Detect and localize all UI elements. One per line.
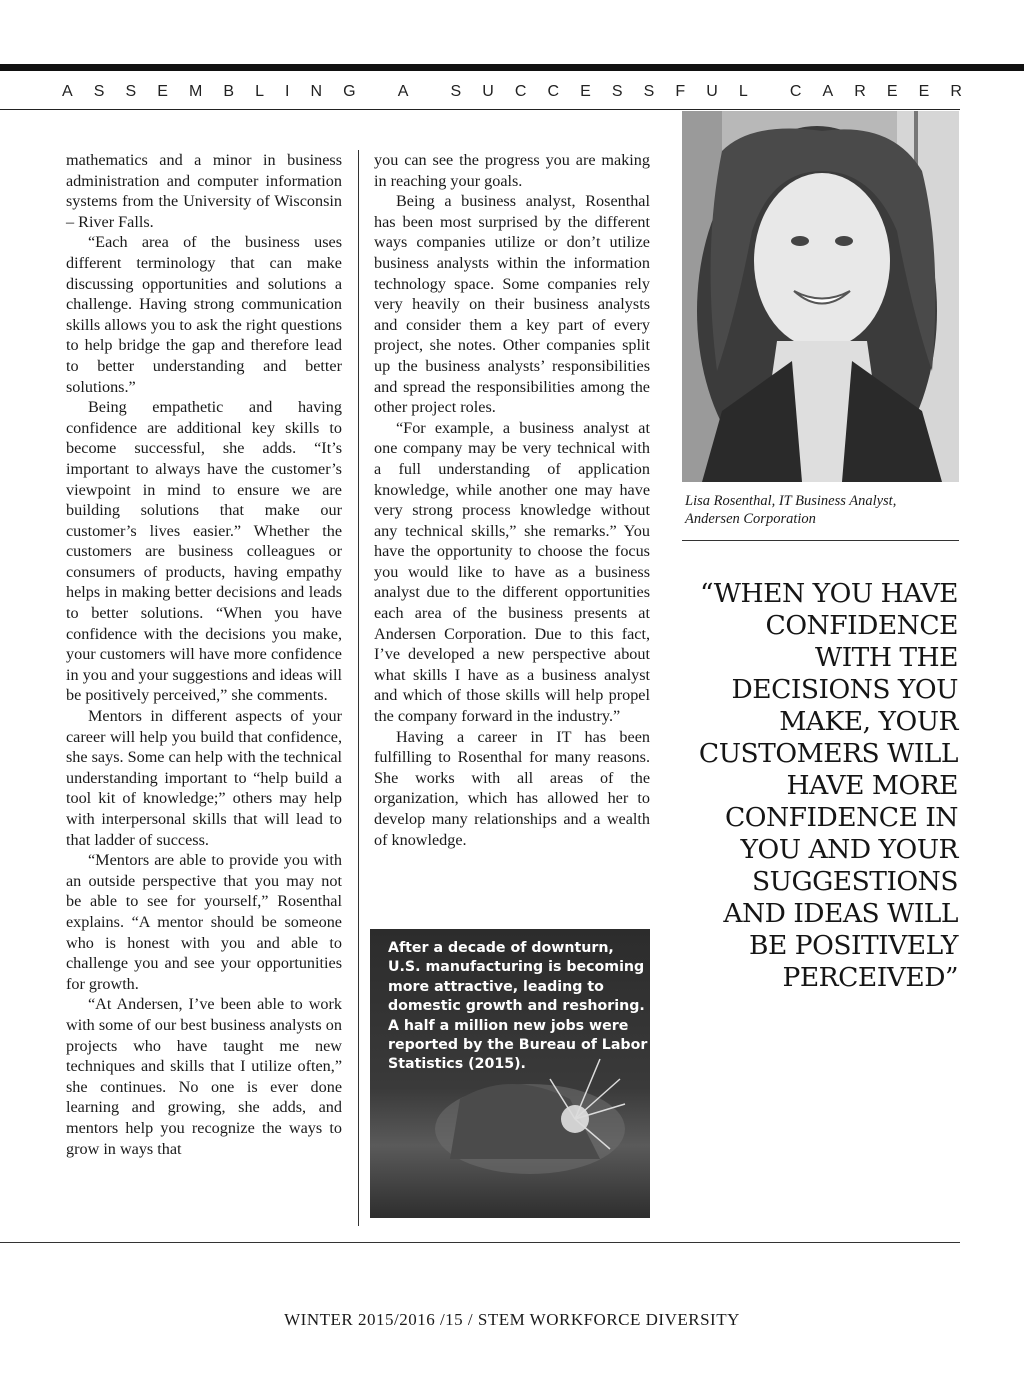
paragraph: Being empathetic and having confidence are additional key skills to become successful, she adds. “It’s important to always have the customer’s viewpoint in mind to ensure we are building solutions that make our customer’s lives easier.” Whether the customers are business colleagues or consumers of products, having empathy helps in making better decisions and leads to better solutions. “When you have confidence with the decisions you make, your customers will have more confidence in you and your suggestions and ideas will be positively perceived,” she comments. — [66, 398, 342, 705]
header-letter: L — [738, 83, 748, 100]
header-letter: U — [482, 83, 494, 100]
header-letter: C — [789, 83, 802, 100]
top-rule-bar — [0, 64, 1024, 71]
fact-box-source — [18, 1176, 280, 1214]
header-letter: L — [255, 83, 264, 100]
header-letter: N — [310, 83, 323, 100]
paragraph: Being a business analyst, Rosenthal has been most surprised by the different ways companies utilize or don’t utilize business analysts within the information technology space. Some companies rely very heavily on their business analysts and consider them a key part of every project, she notes. Other companies split up the business analysts’ responsibilities and spread the responsibilities among the other project roles. — [374, 192, 650, 417]
portrait-photo — [682, 111, 959, 482]
header-letter: R — [854, 83, 866, 100]
paragraph: mathematics and a minor in business administration and computer information systems from the University of Wisconsin – River Falls. — [66, 151, 342, 231]
header-letter: S — [450, 83, 462, 100]
header-letter: C — [547, 83, 560, 100]
paragraph: Having a career in IT has been fulfilling to Rosenthal for many reasons. She works with all areas of the organization, which has allowed her to develop many relationships and a wealth of knowledge. — [374, 727, 650, 849]
page-footer: WINTER 2015/2016 /15 / STEM WORKFORCE DIVERSITY — [284, 1310, 740, 1329]
header-letter: E — [918, 83, 930, 100]
source-url-line: forbesleadershipforum/2015 — [18, 1196, 235, 1212]
article-column-2 — [374, 150, 650, 850]
header-letter: S — [93, 83, 105, 100]
paragraph: Mentors in different aspects of your career will help you build that confidence, she says. Some can help with the technical understanding important to “help build a tool kit of knowledge;” others may help with interpersonal skills that will lead to that ladder of success. — [66, 707, 343, 849]
header-rule — [0, 109, 960, 110]
caption-rule — [682, 540, 959, 541]
paragraph: you can see the progress you are making in reaching your goals. — [374, 151, 650, 190]
header-letter: A — [822, 83, 834, 100]
header-letter: E — [157, 83, 168, 100]
header-letter: E — [886, 83, 898, 100]
header-letter: G — [343, 83, 356, 100]
header-letter: C — [514, 83, 527, 100]
paragraph: “At Andersen, I’ve been able to work with some of our best business analysts on projects who have taught me new techniques and skills that I utilize often,” she continues. No one is ever done learning and growing, she adds, and mentors help you recognize the ways to grow in ways that — [66, 995, 342, 1158]
header-letter: A — [397, 83, 409, 100]
caption-line: Lisa Rosenthal, IT Business Analyst, — [685, 493, 897, 509]
header-letter: R — [950, 83, 962, 100]
paragraph: “Mentors are able to provide you with an outside perspective that you may not be able to see for yourself,” Rosenthal explains. “A mentor should be someone who is honest with you and able to challenge you and see your opportunities for growth. — [66, 851, 342, 993]
photo-caption — [685, 492, 960, 528]
pull-quote: “WHEN YOU HAVE CONFIDENCE WITH THE DECISIONS YOU MAKE, YOUR CUSTOMERS WILL HAVE MORE CONFIDENCE IN YOU AND YOUR SUGGESTIONS AND IDEAS WILL BE POSITIVELY PERCEIVED” — [698, 578, 958, 993]
header-letter: S — [125, 83, 137, 100]
header-letter: A — [62, 83, 73, 100]
header-letter: I — [285, 83, 290, 100]
source-url-line: www.forbes.com/sites/ — [18, 1177, 191, 1193]
paragraph: “For example, a business analyst at one company may be very technical with a full understanding of application knowledge, while another one may have very strong process knowledge without any technical skills,” she remarks.” You have the opportunity to choose the focus you would like to have as a business analyst due to the different opportunities each area of the business presents at Andersen Corporation. Due to this fact, I’ve developed a new perspective about what skills I have as a business analyst and which of those skills will help propel the company forward in the industry.” — [374, 418, 650, 726]
header-letter: B — [223, 83, 234, 100]
header-letter: M — [188, 83, 203, 100]
running-header — [62, 80, 962, 104]
caption-line: Andersen Corporation — [685, 511, 816, 527]
paragraph: “Each area of the business uses different terminology that can make discussing opportunities and solutions a challenge. Having strong communication skills allows you to ask the right questions to help bridge the gap and therefore lead to better understanding and better solutions.” — [66, 233, 342, 396]
fact-box — [370, 929, 650, 1218]
bottom-rule — [0, 1242, 960, 1243]
header-letter: S — [611, 83, 623, 100]
portrait-illustration — [682, 111, 959, 482]
header-letter: E — [580, 83, 591, 100]
header-letter: F — [675, 83, 686, 100]
column-divider — [358, 150, 359, 1226]
article-column-1 — [66, 150, 342, 1159]
header-letter: U — [706, 83, 718, 100]
fact-box-text: After a decade of downturn, U.S. manufacturing is becoming more attractive, leading to domestic growth and reshoring. A half a million new jobs were reported by the Bureau of Labor Statistics (2015). — [388, 940, 648, 1073]
header-letter: S — [643, 83, 655, 100]
